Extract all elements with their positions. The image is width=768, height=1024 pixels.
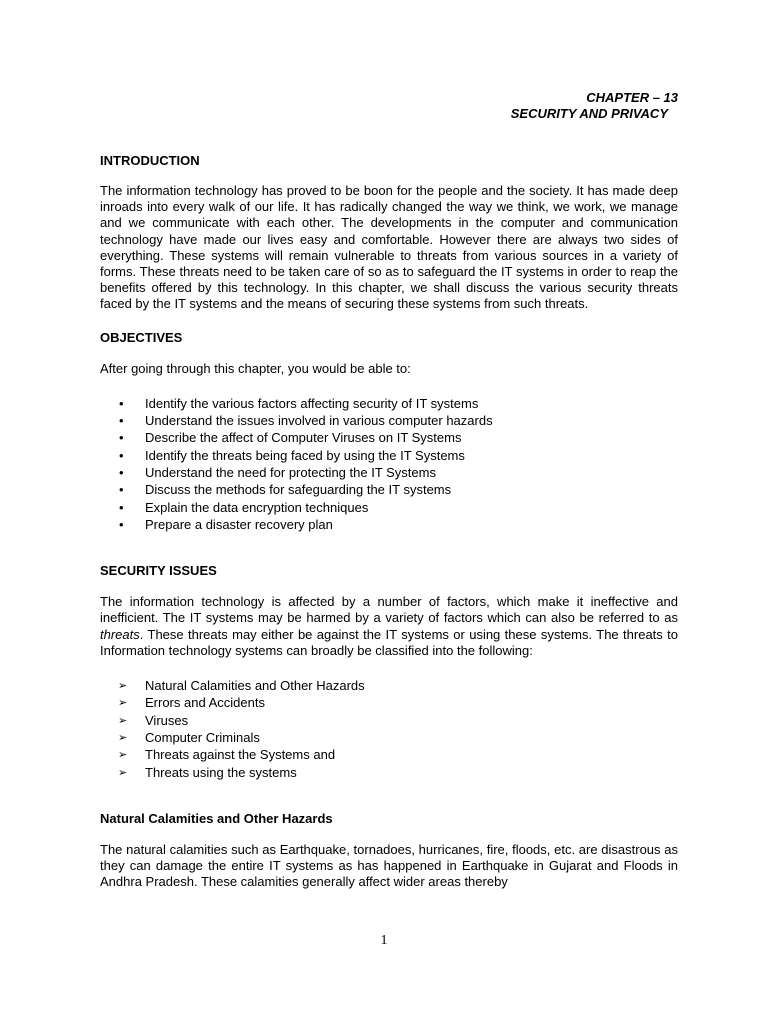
threats-list bbox=[100, 677, 678, 781]
chapter-header bbox=[511, 90, 678, 122]
list-item: • Prepare a disaster recovery plan bbox=[119, 516, 678, 533]
list-item: • Identify the threats being faced by using the IT Systems bbox=[119, 447, 678, 464]
security-issues-heading: SECURITY ISSUES bbox=[100, 563, 217, 579]
chapter-number: CHAPTER – 13 bbox=[586, 90, 678, 105]
security-issues-paragraph: The information technology is affected by a number of factors, which make it ineffective and inefficient. The IT systems may be harmed by a variety of factors which can also be referred to as threats. These threats may either be against the IT systems or using these systems. The threats to Information technology systems can broadly be classified into the following: bbox=[100, 594, 678, 658]
natural-calamities-heading: Natural Calamities and Other Hazards bbox=[100, 810, 333, 826]
list-item: ➢ Threats using the systems bbox=[119, 764, 678, 781]
list-item: • Describe the affect of Computer Viruses on IT Systems bbox=[119, 429, 678, 446]
objectives-intro: After going through this chapter, you would be able to: bbox=[100, 360, 411, 376]
objectives-list bbox=[100, 395, 678, 533]
chapter-title: SECURITY AND PRIVACY bbox=[510, 106, 668, 121]
natural-calamities-paragraph: The natural calamities such as Earthquake, tornadoes, hurricanes, fire, floods, etc. are disastrous as they can damage the entire IT systems as has happened in Earthquake in Gujarat and Floods in Andhra Pradesh. These calamities generally affect wider areas thereby bbox=[100, 841, 678, 890]
objectives-heading: OBJECTIVES bbox=[100, 329, 183, 345]
document-body bbox=[100, 153, 678, 890]
list-item: • Explain the data encryption techniques bbox=[119, 499, 678, 516]
list-item: • Understand the issues involved in various computer hazards bbox=[119, 412, 678, 429]
introduction-paragraph: The information technology has proved to be boon for the people and the society. It has made deep inroads into every walk of our life. It has radically changed the way we think, we work, we manage and we communicate with each other. The developments in the computer and communication technology have made our lives easy and comfortable. However there are always two sides of everything. These systems will remain vulnerable to threats from various sources in a variety of forms. These threats need to be taken care of so as to safeguard the IT systems in order to reap the benefits offered by this technology. In this chapter, we shall discuss the various security threats faced by the IT systems and the means of securing these systems from such threats. bbox=[100, 183, 678, 312]
list-item: ➢ Threats against the Systems and bbox=[119, 746, 678, 763]
list-item: • Identify the various factors affecting security of IT systems bbox=[119, 395, 678, 412]
threats-emphasis: threats bbox=[100, 626, 140, 642]
page-number: 1 bbox=[380, 933, 388, 948]
list-item: ➢ Viruses bbox=[119, 712, 678, 729]
list-item: ➢ Computer Criminals bbox=[119, 729, 678, 746]
list-item: ➢ Natural Calamities and Other Hazards bbox=[119, 677, 678, 694]
list-item: ➢ Errors and Accidents bbox=[119, 694, 678, 711]
list-item: • Discuss the methods for safeguarding the IT systems bbox=[119, 481, 678, 498]
list-item: • Understand the need for protecting the IT Systems bbox=[119, 464, 678, 481]
introduction-heading: INTRODUCTION bbox=[100, 153, 200, 168]
